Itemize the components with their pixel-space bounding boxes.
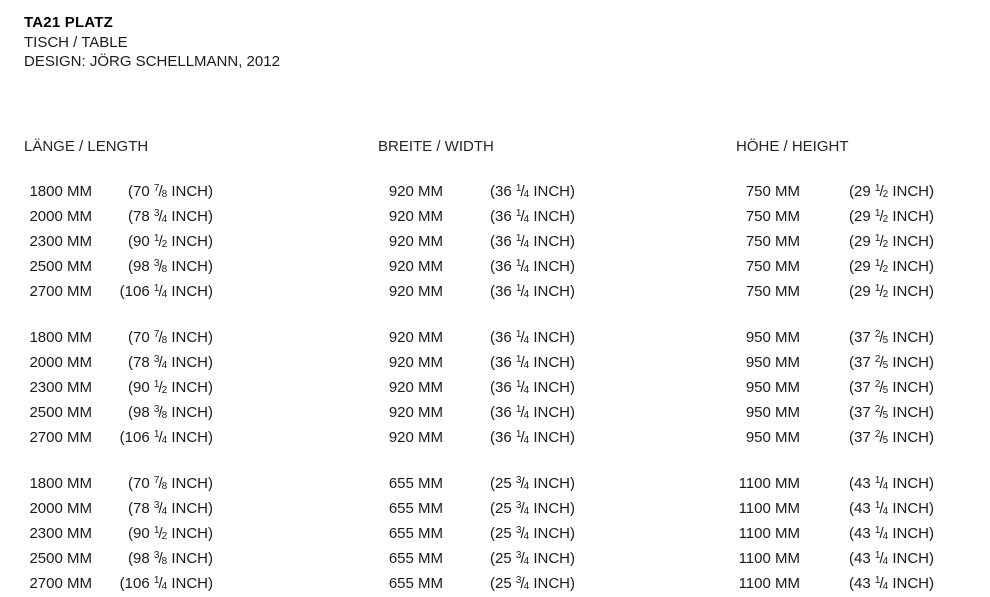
fraction-denominator: 4: [523, 555, 530, 567]
length-mm-cell: 2000 MM: [29, 207, 92, 225]
height-inch-cell: (37 $^2/_5$ INCH): [849, 403, 934, 421]
width-inch-cell: (36 $^1/_4$ INCH): [490, 257, 575, 275]
fraction-denominator: 4: [523, 480, 530, 492]
width-inch-cell: (36 $^1/_4$ INCH): [490, 378, 575, 396]
width-mm-cell: 920 MM: [388, 378, 443, 396]
height-inch-cell: (43 $^1/_4$ INCH): [849, 474, 934, 492]
height-inch-cell: (29 $^1/_2$ INCH): [849, 282, 934, 300]
table-row: [24, 426, 990, 451]
fraction-denominator: 2: [882, 288, 889, 300]
height-inch-cell: (37 $^2/_5$ INCH): [849, 378, 934, 396]
fraction-denominator: 4: [882, 580, 889, 592]
fraction-denominator: 2: [161, 530, 168, 542]
width-mm-cell: 920 MM: [388, 232, 443, 250]
product-header: [24, 13, 990, 72]
length-inch-cell: (70 $^7/_8$ INCH): [128, 328, 213, 346]
fraction-numerator: 1: [515, 232, 522, 244]
height-mm-cell: 750 MM: [745, 207, 800, 225]
fraction-numerator: 1: [515, 403, 522, 415]
fraction-numerator: 3: [153, 403, 160, 415]
table-row: [24, 522, 990, 547]
length-inch-cell: (106 $^1/_4$ INCH): [119, 428, 213, 446]
length-inch-cell: (98 $^3/_8$ INCH): [128, 257, 213, 275]
width-inch-cell: (36 $^1/_4$ INCH): [490, 353, 575, 371]
fraction-numerator: 1: [874, 474, 881, 486]
height-mm-cell: 950 MM: [745, 403, 800, 421]
height-mm-cell: 950 MM: [745, 328, 800, 346]
width-mm-cell: 920 MM: [388, 257, 443, 275]
fraction-numerator: 1: [153, 428, 160, 440]
length-inch-cell: (78 $^3/_4$ INCH): [128, 353, 213, 371]
fraction-numerator: 1: [515, 257, 522, 269]
fraction-denominator: 8: [161, 334, 168, 346]
width-mm-cell: 920 MM: [388, 207, 443, 225]
fraction-denominator: 4: [161, 359, 168, 371]
dimension-group: [24, 180, 990, 305]
fraction-denominator: 8: [161, 188, 168, 200]
product-title: TA21 PLATZ: [24, 14, 113, 31]
length-inch-cell: (106 $^1/_4$ INCH): [119, 282, 213, 300]
fraction-denominator: 4: [882, 555, 889, 567]
fraction-denominator: 4: [882, 480, 889, 492]
height-inch-cell: (29 $^1/_2$ INCH): [849, 232, 934, 250]
height-inch-cell: (29 $^1/_2$ INCH): [849, 207, 934, 225]
table-row: [24, 351, 990, 376]
length-mm-cell: 1800 MM: [29, 328, 92, 346]
fraction-denominator: 2: [161, 238, 168, 250]
width-inch-cell: (25 $^3/_4$ INCH): [490, 499, 575, 517]
width-mm-cell: 655 MM: [388, 574, 443, 592]
width-mm-cell: 920 MM: [388, 182, 443, 200]
fraction-numerator: 3: [515, 499, 522, 511]
fraction-denominator: 5: [882, 334, 889, 346]
fraction-numerator: 1: [515, 378, 522, 390]
fraction-numerator: 3: [153, 499, 160, 511]
width-mm-cell: 655 MM: [388, 549, 443, 567]
fraction-denominator: 4: [523, 288, 530, 300]
table-row: [24, 497, 990, 522]
table-row: [24, 572, 990, 597]
fraction-denominator: 4: [882, 505, 889, 517]
height-mm-cell: 1100 MM: [738, 574, 800, 592]
fraction-denominator: 4: [523, 434, 530, 446]
fraction-numerator: 3: [153, 207, 160, 219]
fraction-numerator: 1: [874, 257, 881, 269]
width-mm-cell: 920 MM: [388, 428, 443, 446]
height-inch-cell: (43 $^1/_4$ INCH): [849, 549, 934, 567]
fraction-numerator: 2: [874, 328, 881, 340]
fraction-numerator: 1: [153, 378, 160, 390]
height-inch-cell: (43 $^1/_4$ INCH): [849, 499, 934, 517]
height-inch-cell: (29 $^1/_2$ INCH): [849, 182, 934, 200]
height-inch-cell: (37 $^2/_5$ INCH): [849, 328, 934, 346]
fraction-denominator: 2: [161, 384, 168, 396]
fraction-denominator: 8: [161, 409, 168, 421]
length-mm-cell: 2300 MM: [29, 524, 92, 542]
design-credit: DESIGN: JÖRG SCHELLMANN, 2012: [24, 53, 280, 70]
fraction-numerator: 3: [515, 474, 522, 486]
width-mm-cell: 655 MM: [388, 474, 443, 492]
fraction-denominator: 8: [161, 263, 168, 275]
dimension-group: [24, 472, 990, 597]
column-header-width: BREITE / WIDTH: [378, 137, 494, 155]
length-inch-cell: (106 $^1/_4$ INCH): [119, 574, 213, 592]
table-row: [24, 180, 990, 205]
height-mm-cell: 950 MM: [745, 378, 800, 396]
length-inch-cell: (78 $^3/_4$ INCH): [128, 499, 213, 517]
width-mm-cell: 920 MM: [388, 403, 443, 421]
length-mm-cell: 2500 MM: [29, 257, 92, 275]
length-mm-cell: 2500 MM: [29, 549, 92, 567]
fraction-denominator: 4: [161, 434, 168, 446]
fraction-denominator: 2: [882, 213, 889, 225]
height-mm-cell: 1100 MM: [738, 524, 800, 542]
width-inch-cell: (36 $^1/_4$ INCH): [490, 428, 575, 446]
length-mm-cell: 2700 MM: [29, 574, 92, 592]
fraction-denominator: 8: [161, 555, 168, 567]
fraction-denominator: 4: [161, 213, 168, 225]
fraction-numerator: 1: [515, 428, 522, 440]
table-row: [24, 230, 990, 255]
fraction-numerator: 1: [515, 182, 522, 194]
length-inch-cell: (70 $^7/_8$ INCH): [128, 474, 213, 492]
fraction-denominator: 4: [161, 288, 168, 300]
width-mm-cell: 920 MM: [388, 282, 443, 300]
fraction-numerator: 1: [515, 207, 522, 219]
table-row: [24, 326, 990, 351]
width-inch-cell: (36 $^1/_4$ INCH): [490, 232, 575, 250]
fraction-numerator: 1: [874, 207, 881, 219]
fraction-numerator: 2: [874, 403, 881, 415]
fraction-denominator: 4: [523, 505, 530, 517]
product-type: TISCH / TABLE: [24, 33, 128, 51]
fraction-denominator: 2: [882, 238, 889, 250]
fraction-numerator: 1: [515, 353, 522, 365]
height-mm-cell: 950 MM: [745, 428, 800, 446]
height-inch-cell: (37 $^2/_5$ INCH): [849, 353, 934, 371]
fraction-numerator: 3: [153, 353, 160, 365]
column-header-height: HÖHE / HEIGHT: [736, 137, 849, 155]
height-inch-cell: (43 $^1/_4$ INCH): [849, 524, 934, 542]
fraction-numerator: 2: [874, 428, 881, 440]
fraction-numerator: 1: [153, 574, 160, 586]
fraction-denominator: 8: [161, 480, 168, 492]
fraction-numerator: 2: [874, 378, 881, 390]
height-mm-cell: 750 MM: [745, 182, 800, 200]
length-inch-cell: (98 $^3/_8$ INCH): [128, 549, 213, 567]
column-header-length: LÄNGE / LENGTH: [24, 137, 149, 155]
fraction-numerator: 1: [153, 524, 160, 536]
width-inch-cell: (25 $^3/_4$ INCH): [490, 474, 575, 492]
height-inch-cell: (37 $^2/_5$ INCH): [849, 428, 934, 446]
width-inch-cell: (36 $^1/_4$ INCH): [490, 328, 575, 346]
length-mm-cell: 2700 MM: [29, 282, 92, 300]
fraction-numerator: 2: [874, 353, 881, 365]
table-row: [24, 376, 990, 401]
length-mm-cell: 1800 MM: [29, 474, 92, 492]
width-mm-cell: 920 MM: [388, 353, 443, 371]
fraction-numerator: 3: [515, 574, 522, 586]
height-inch-cell: (29 $^1/_2$ INCH): [849, 257, 934, 275]
width-inch-cell: (25 $^3/_4$ INCH): [490, 524, 575, 542]
fraction-numerator: 1: [874, 282, 881, 294]
fraction-numerator: 3: [153, 257, 160, 269]
fraction-denominator: 5: [882, 359, 889, 371]
width-inch-cell: (36 $^1/_4$ INCH): [490, 403, 575, 421]
height-inch-cell: (43 $^1/_4$ INCH): [849, 574, 934, 592]
length-mm-cell: 2000 MM: [29, 353, 92, 371]
fraction-denominator: 4: [882, 530, 889, 542]
fraction-denominator: 4: [523, 409, 530, 421]
length-mm-cell: 1800 MM: [29, 182, 92, 200]
fraction-numerator: 3: [515, 524, 522, 536]
fraction-denominator: 4: [523, 238, 530, 250]
width-inch-cell: (36 $^1/_4$ INCH): [490, 207, 575, 225]
width-mm-cell: 655 MM: [388, 524, 443, 542]
fraction-denominator: 4: [523, 213, 530, 225]
length-inch-cell: (70 $^7/_8$ INCH): [128, 182, 213, 200]
fraction-denominator: 4: [523, 580, 530, 592]
fraction-denominator: 5: [882, 384, 889, 396]
length-mm-cell: 2700 MM: [29, 428, 92, 446]
fraction-denominator: 5: [882, 434, 889, 446]
length-inch-cell: (90 $^1/_2$ INCH): [128, 232, 213, 250]
fraction-numerator: 1: [153, 282, 160, 294]
height-mm-cell: 1100 MM: [738, 499, 800, 517]
fraction-denominator: 2: [882, 188, 889, 200]
length-mm-cell: 2500 MM: [29, 403, 92, 421]
length-mm-cell: 2000 MM: [29, 499, 92, 517]
height-mm-cell: 1100 MM: [738, 474, 800, 492]
fraction-denominator: 4: [523, 384, 530, 396]
dimension-table-body: [24, 180, 990, 597]
fraction-numerator: 7: [153, 182, 160, 194]
fraction-numerator: 1: [874, 524, 881, 536]
fraction-numerator: 1: [874, 499, 881, 511]
fraction-numerator: 1: [515, 282, 522, 294]
table-row: [24, 255, 990, 280]
width-inch-cell: (36 $^1/_4$ INCH): [490, 282, 575, 300]
table-column-headers: [24, 135, 990, 158]
fraction-numerator: 7: [153, 328, 160, 340]
fraction-numerator: 7: [153, 474, 160, 486]
fraction-denominator: 4: [523, 334, 530, 346]
length-mm-cell: 2300 MM: [29, 232, 92, 250]
fraction-denominator: 4: [161, 580, 168, 592]
fraction-numerator: 1: [515, 328, 522, 340]
width-mm-cell: 920 MM: [388, 328, 443, 346]
length-inch-cell: (90 $^1/_2$ INCH): [128, 378, 213, 396]
dimension-group: [24, 326, 990, 451]
length-inch-cell: (98 $^3/_8$ INCH): [128, 403, 213, 421]
height-mm-cell: 1100 MM: [738, 549, 800, 567]
fraction-numerator: 1: [874, 549, 881, 561]
table-row: [24, 401, 990, 426]
fraction-numerator: 3: [153, 549, 160, 561]
width-inch-cell: (36 $^1/_4$ INCH): [490, 182, 575, 200]
fraction-numerator: 3: [515, 549, 522, 561]
fraction-denominator: 4: [523, 530, 530, 542]
table-row: [24, 205, 990, 230]
length-inch-cell: (90 $^1/_2$ INCH): [128, 524, 213, 542]
fraction-numerator: 1: [153, 232, 160, 244]
width-inch-cell: (25 $^3/_4$ INCH): [490, 574, 575, 592]
fraction-denominator: 4: [523, 359, 530, 371]
fraction-denominator: 4: [161, 505, 168, 517]
height-mm-cell: 750 MM: [745, 282, 800, 300]
table-row: [24, 547, 990, 572]
height-mm-cell: 950 MM: [745, 353, 800, 371]
fraction-denominator: 4: [523, 188, 530, 200]
fraction-denominator: 2: [882, 263, 889, 275]
fraction-numerator: 1: [874, 574, 881, 586]
length-inch-cell: (78 $^3/_4$ INCH): [128, 207, 213, 225]
fraction-numerator: 1: [874, 182, 881, 194]
fraction-denominator: 4: [523, 263, 530, 275]
width-inch-cell: (25 $^3/_4$ INCH): [490, 549, 575, 567]
length-mm-cell: 2300 MM: [29, 378, 92, 396]
fraction-numerator: 1: [874, 232, 881, 244]
fraction-denominator: 5: [882, 409, 889, 421]
height-mm-cell: 750 MM: [745, 257, 800, 275]
height-mm-cell: 750 MM: [745, 232, 800, 250]
width-mm-cell: 655 MM: [388, 499, 443, 517]
table-row: [24, 280, 990, 305]
table-row: [24, 472, 990, 497]
